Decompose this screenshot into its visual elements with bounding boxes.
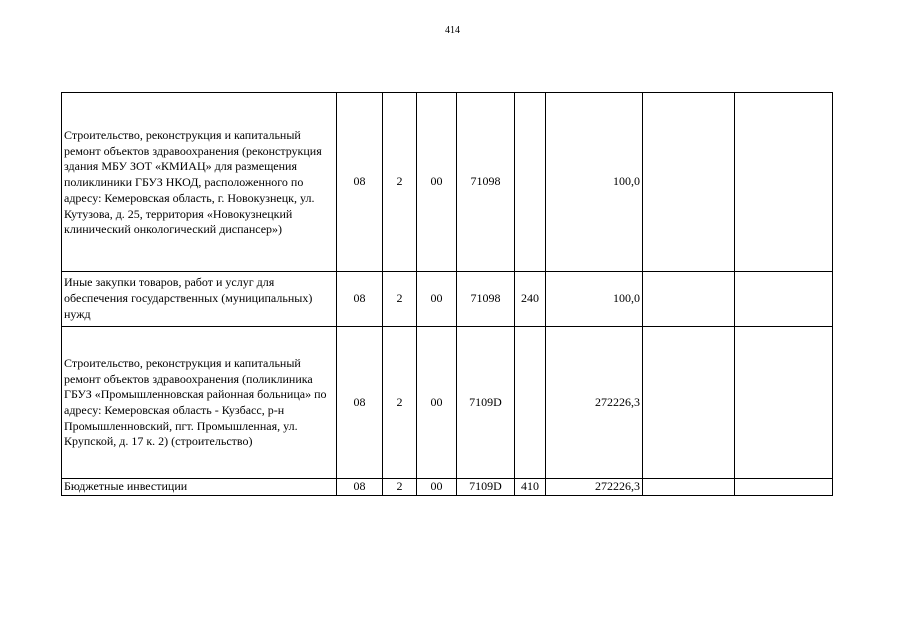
section-cell: 08: [337, 479, 383, 496]
direction-cell: 7109D: [457, 327, 515, 479]
amount-cell: 100,0: [546, 272, 643, 327]
empty-cell-8: [643, 479, 735, 496]
empty-cell-9: [735, 479, 833, 496]
empty-cell-9: [735, 327, 833, 479]
direction-cell: 7109D: [457, 479, 515, 496]
expense-type-cell: [515, 327, 546, 479]
row-name-cell: Иные закупки товаров, работ и услуг для обеспечения государственных (муниципальных) нужд: [62, 272, 337, 327]
subprogram-cell: 00: [417, 327, 457, 479]
empty-cell-9: [735, 272, 833, 327]
program-cell: 2: [383, 479, 417, 496]
table-row: [62, 272, 833, 327]
expense-type-cell: [515, 93, 546, 272]
budget-table: [61, 92, 833, 496]
direction-cell: 71098: [457, 93, 515, 272]
amount-cell: 272226,3: [546, 479, 643, 496]
table-row: [62, 327, 833, 479]
amount-cell: 100,0: [546, 93, 643, 272]
row-name-cell: Строительство, реконструкция и капитальный ремонт объектов здравоохранения (реконструкция здания МБУ ЗОТ «КМИАЦ» для размещения поликлиники ГБУЗ НКОД, расположенного по адресу: Кемеровская область, г. Новокузнецк, ул. Кутузова, д. 25, территория «Новокузнецкий клинический онкологический диспансер»): [62, 93, 337, 272]
direction-cell: 71098: [457, 272, 515, 327]
subprogram-cell: 00: [417, 272, 457, 327]
subprogram-cell: 00: [417, 93, 457, 272]
subprogram-cell: 00: [417, 479, 457, 496]
row-name-cell: Строительство, реконструкция и капитальный ремонт объектов здравоохранения (поликлиника ГБУЗ «Промышленновская районная больница» по адресу: Кемеровская область - Кузбасс, р-н Промышленновский, пгт. Промышленная, ул. Крупской, д. 17 к. 2) (строительство): [62, 327, 337, 479]
empty-cell-8: [643, 93, 735, 272]
empty-cell-8: [643, 272, 735, 327]
table-row: [62, 93, 833, 272]
table-row: [62, 479, 833, 496]
expense-type-cell: 240: [515, 272, 546, 327]
section-cell: 08: [337, 327, 383, 479]
program-cell: 2: [383, 93, 417, 272]
program-cell: 2: [383, 272, 417, 327]
page-number: 414: [445, 25, 460, 36]
empty-cell-8: [643, 327, 735, 479]
empty-cell-9: [735, 93, 833, 272]
section-cell: 08: [337, 272, 383, 327]
row-name-cell: Бюджетные инвестиции: [62, 479, 337, 496]
section-cell: 08: [337, 93, 383, 272]
amount-cell: 272226,3: [546, 327, 643, 479]
program-cell: 2: [383, 327, 417, 479]
expense-type-cell: 410: [515, 479, 546, 496]
